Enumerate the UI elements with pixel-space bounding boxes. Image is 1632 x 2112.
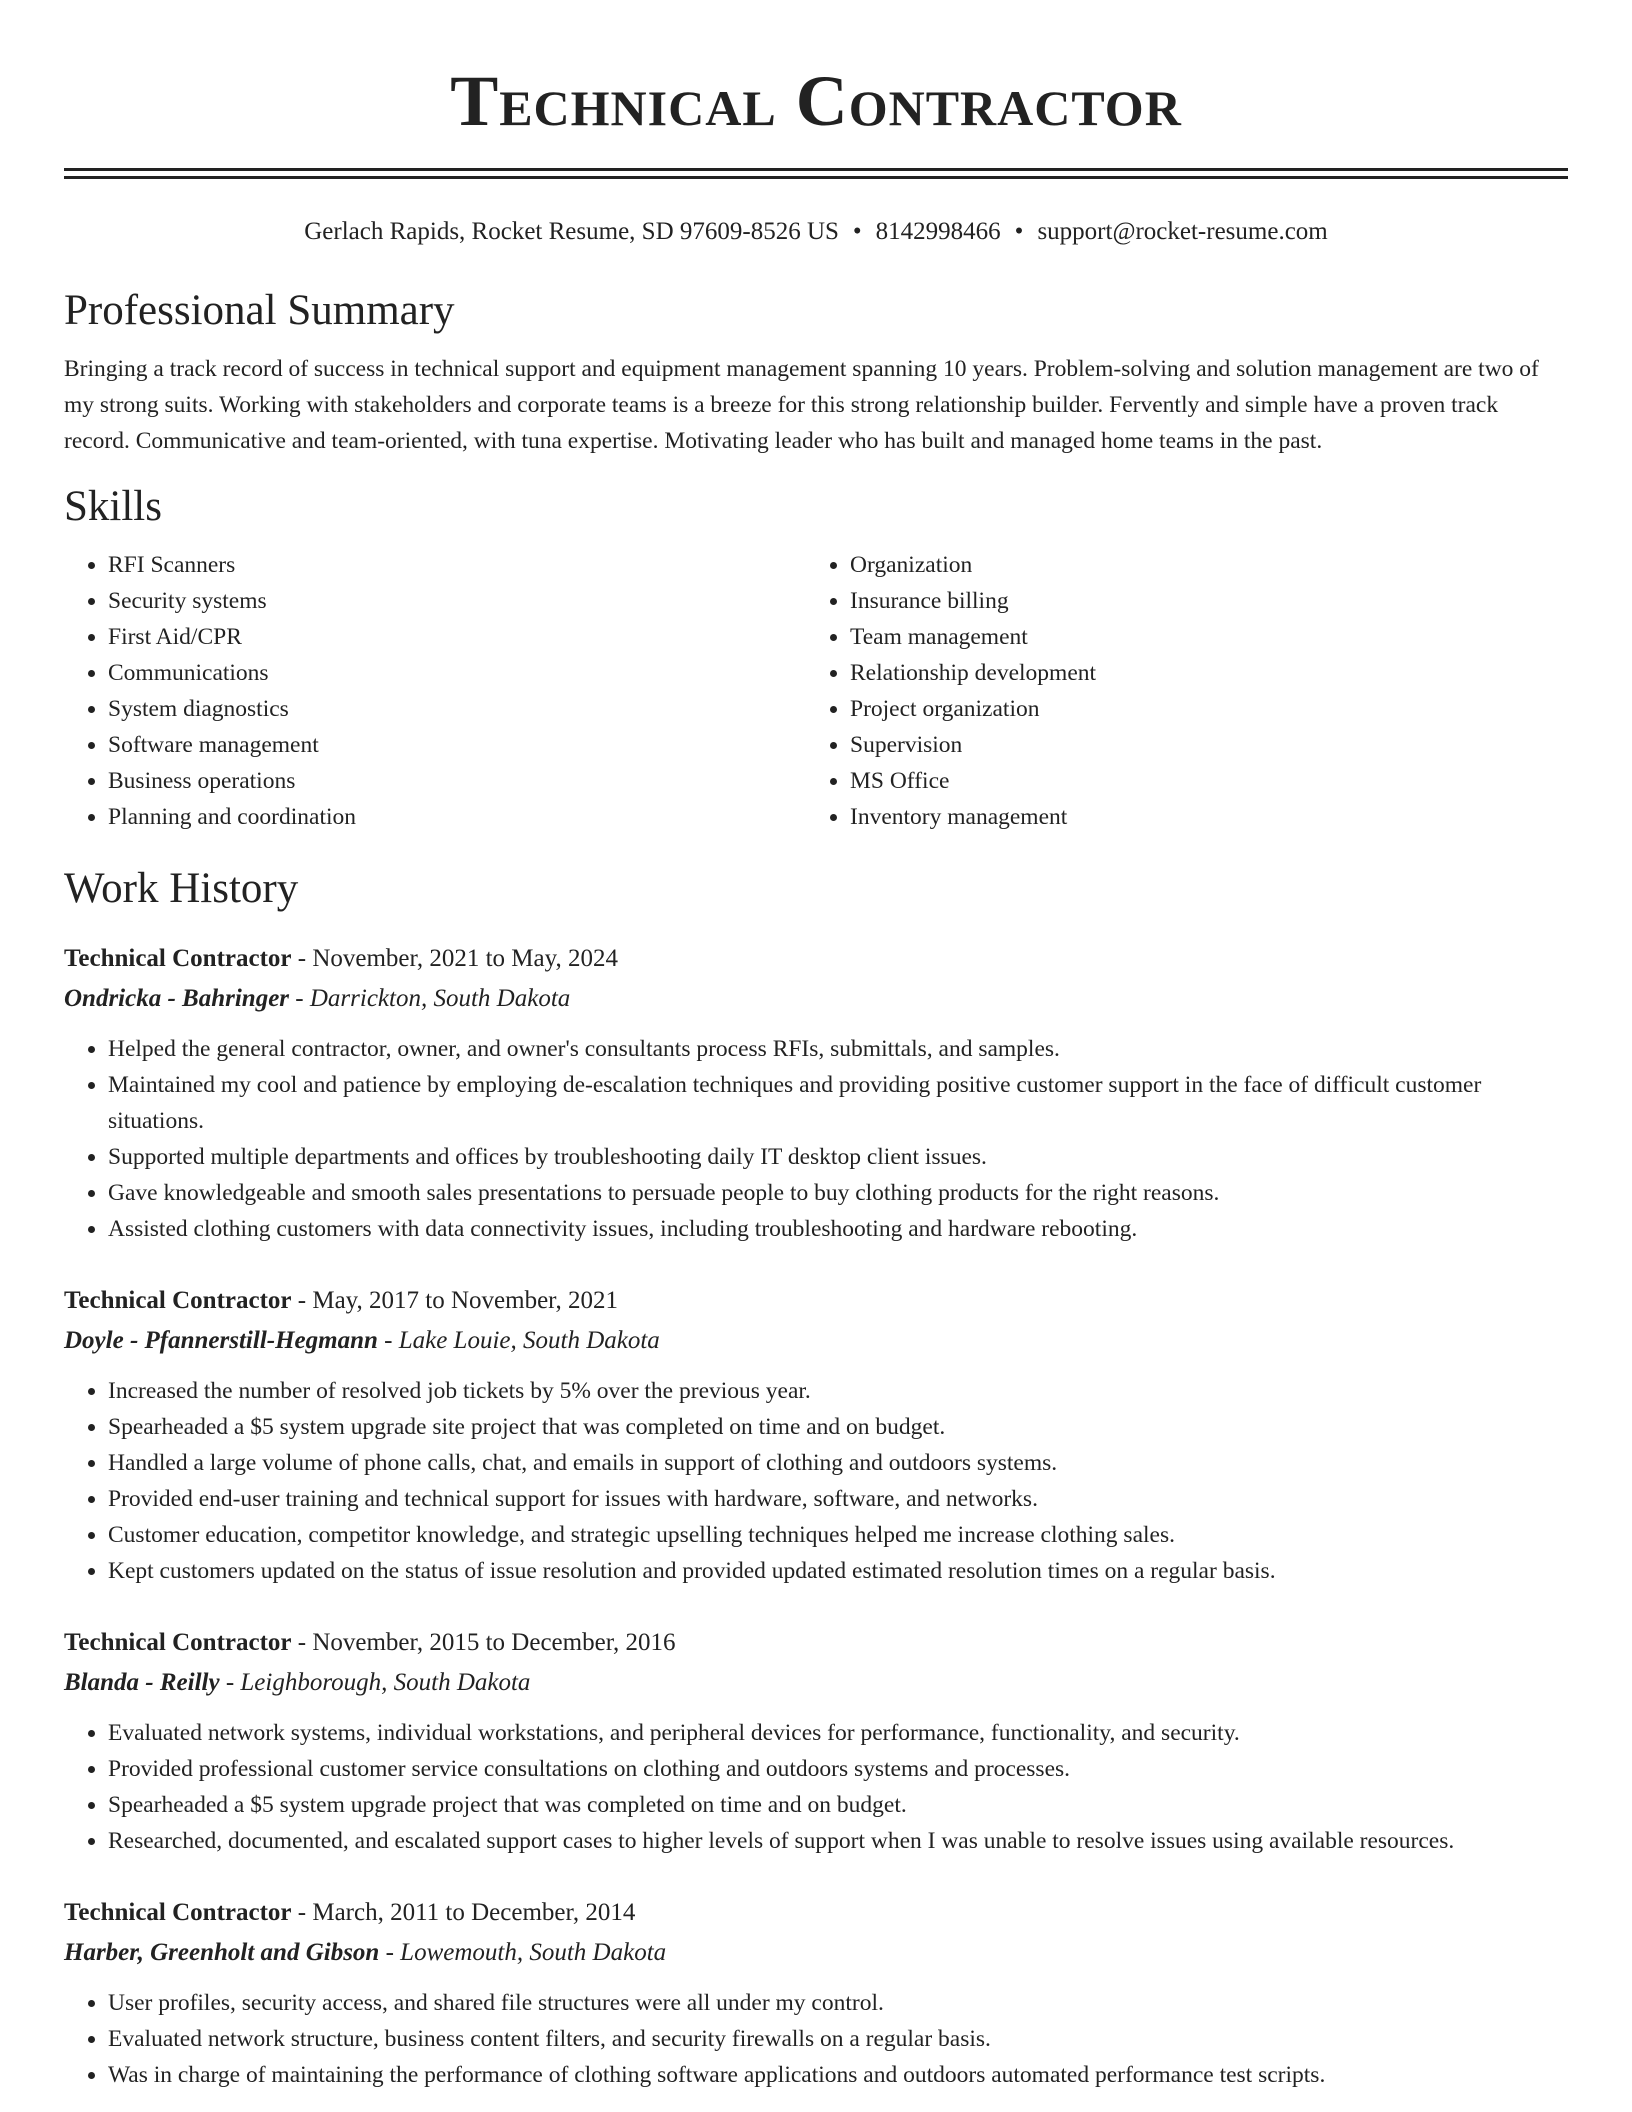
job-company: Harber, Greenholt and Gibson <box>64 1939 380 1966</box>
job-title-line <box>64 1281 1568 1321</box>
contact-separator: • <box>852 218 862 245</box>
job-bullet: • Gave knowledgeable and smooth sales presentations to persuade people to buy clothing products for the right reasons. <box>108 1175 1568 1211</box>
job-dates: - May, 2017 to November, 2021 <box>291 1287 619 1314</box>
job-bullet: • Increased the number of resolved job tickets by 5% over the previous year. <box>108 1373 1568 1409</box>
job-employer-line <box>64 1933 1568 1973</box>
job-title-line <box>64 1893 1568 1933</box>
skill-item: • Communications <box>108 655 806 691</box>
job-title-line <box>64 939 1568 979</box>
skill-item: • Planning and coordination <box>108 799 806 835</box>
job-entry <box>64 1893 1568 2093</box>
job-bullet: • Handled a large volume of phone calls, chat, and emails in support of clothing and outdoors systems. <box>108 1445 1568 1481</box>
contact-separator: • <box>1014 218 1024 245</box>
skill-item: • Inventory management <box>850 799 1548 835</box>
job-bullet: • Researched, documented, and escalated support cases to higher levels of support when I was unable to resolve issues using available resources. <box>108 1823 1568 1859</box>
job-bullet: • User profiles, security access, and shared file structures were all under my control. <box>108 1985 1568 2021</box>
job-dates: - March, 2011 to December, 2014 <box>291 1899 636 1926</box>
summary-text: Bringing a track record of success in technical support and equipment management spanning 10 years. Problem-solving and solution management are two of my strong suits. Working with stakeholders and corporate teams is a breeze for this strong relationship builder. Fervently and simple have a proven track record. Communicative and team-oriented, with tuna expertise. Motivating leader who has built and managed home teams in the past. <box>64 356 1539 454</box>
job-location: - Lowemouth, South Dakota <box>379 1939 667 1966</box>
summary-heading: Professional Summary <box>64 287 455 334</box>
job-entry <box>64 1281 1568 1589</box>
contact-line <box>64 217 1568 247</box>
job-bullet: • Provided professional customer service consultations on clothing and outdoors systems and processes. <box>108 1751 1568 1787</box>
skill-item: • First Aid/CPR <box>108 619 806 655</box>
job-bullet: • Maintained my cool and patience by employing de-escalation techniques and providing positive customer support in the face of difficult customer situations. <box>108 1067 1568 1139</box>
header-divider <box>64 168 1568 179</box>
skills-heading: Skills <box>64 483 162 530</box>
job-employer-line <box>64 979 1568 1019</box>
job-location: - Leighborough, South Dakota <box>219 1669 531 1696</box>
job-bullet-list <box>64 1715 1568 1859</box>
skill-item: • Team management <box>850 619 1548 655</box>
job-bullet-list <box>64 1031 1568 1247</box>
skill-item: • System diagnostics <box>108 691 806 727</box>
job-bullet: • Provided end-user training and technical support for issues with hardware, software, and networks. <box>108 1481 1568 1517</box>
contact-phone: 8142998466 <box>875 218 1001 245</box>
job-bullet: • Supported multiple departments and offices by troubleshooting daily IT desktop client issues. <box>108 1139 1568 1175</box>
resume-page <box>64 0 1568 2093</box>
job-bullet-list <box>64 1373 1568 1589</box>
job-company: Blanda - Reilly <box>64 1669 220 1696</box>
skill-item: • Insurance billing <box>850 583 1548 619</box>
contact-email: support@rocket-resume.com <box>1037 218 1328 245</box>
job-role: Technical Contractor <box>64 1899 292 1926</box>
contact-address: Gerlach Rapids, Rocket Resume, SD 97609-8526 US <box>304 218 839 245</box>
skill-item: • Organization <box>850 547 1548 583</box>
job-dates: - November, 2021 to May, 2024 <box>291 945 619 972</box>
job-company: Doyle - Pfannerstill-Hegmann <box>64 1327 378 1354</box>
skill-item: • Business operations <box>108 763 806 799</box>
skills-list <box>64 547 1568 835</box>
job-bullet: • Evaluated network systems, individual workstations, and peripheral devices for performance, functionality, and security. <box>108 1715 1568 1751</box>
job-employer-line <box>64 1663 1568 1703</box>
job-bullet: • Kept customers updated on the status of issue resolution and provided updated estimated resolution times on a regular basis. <box>108 1553 1568 1589</box>
skill-item: • MS Office <box>850 763 1548 799</box>
job-location: - Darrickton, South Dakota <box>289 985 571 1012</box>
job-bullet: • Spearheaded a $5 system upgrade site project that was completed on time and on budget. <box>108 1409 1568 1445</box>
candidate-name: Technical Contractor <box>450 61 1182 141</box>
job-bullet: • Spearheaded a $5 system upgrade project that was completed on time and on budget. <box>108 1787 1568 1823</box>
skill-item: • Software management <box>108 727 806 763</box>
work-history-heading: Work History <box>64 865 299 912</box>
work-history-list <box>64 939 1568 2093</box>
job-role: Technical Contractor <box>64 945 292 972</box>
job-bullet: • Was in charge of maintaining the performance of clothing software applications and outdoors automated performance test scripts. <box>108 2057 1568 2093</box>
job-entry <box>64 1623 1568 1859</box>
job-bullet: • Customer education, competitor knowledge, and strategic upselling techniques helped me increase clothing sales. <box>108 1517 1568 1553</box>
skill-item: • Supervision <box>850 727 1548 763</box>
job-bullet: • Assisted clothing customers with data connectivity issues, including troubleshooting and hardware rebooting. <box>108 1211 1568 1247</box>
job-dates: - November, 2015 to December, 2016 <box>291 1629 676 1656</box>
job-employer-line <box>64 1321 1568 1361</box>
skill-item: • Relationship development <box>850 655 1548 691</box>
job-bullet: • Helped the general contractor, owner, and owner's consultants process RFIs, submittals, and samples. <box>108 1031 1568 1067</box>
job-role: Technical Contractor <box>64 1629 292 1656</box>
job-entry <box>64 939 1568 1247</box>
job-location: - Lake Louie, South Dakota <box>377 1327 660 1354</box>
skills-column-right <box>806 547 1548 835</box>
job-bullet-list <box>64 1985 1568 2093</box>
job-bullet: • Evaluated network structure, business content filters, and security firewalls on a regular basis. <box>108 2021 1568 2057</box>
job-role: Technical Contractor <box>64 1287 292 1314</box>
skill-item: • Project organization <box>850 691 1548 727</box>
job-company: Ondricka - Bahringer <box>64 985 290 1012</box>
skills-column-left <box>64 547 806 835</box>
skill-item: • RFI Scanners <box>108 547 806 583</box>
job-title-line <box>64 1623 1568 1663</box>
skill-item: • Security systems <box>108 583 806 619</box>
